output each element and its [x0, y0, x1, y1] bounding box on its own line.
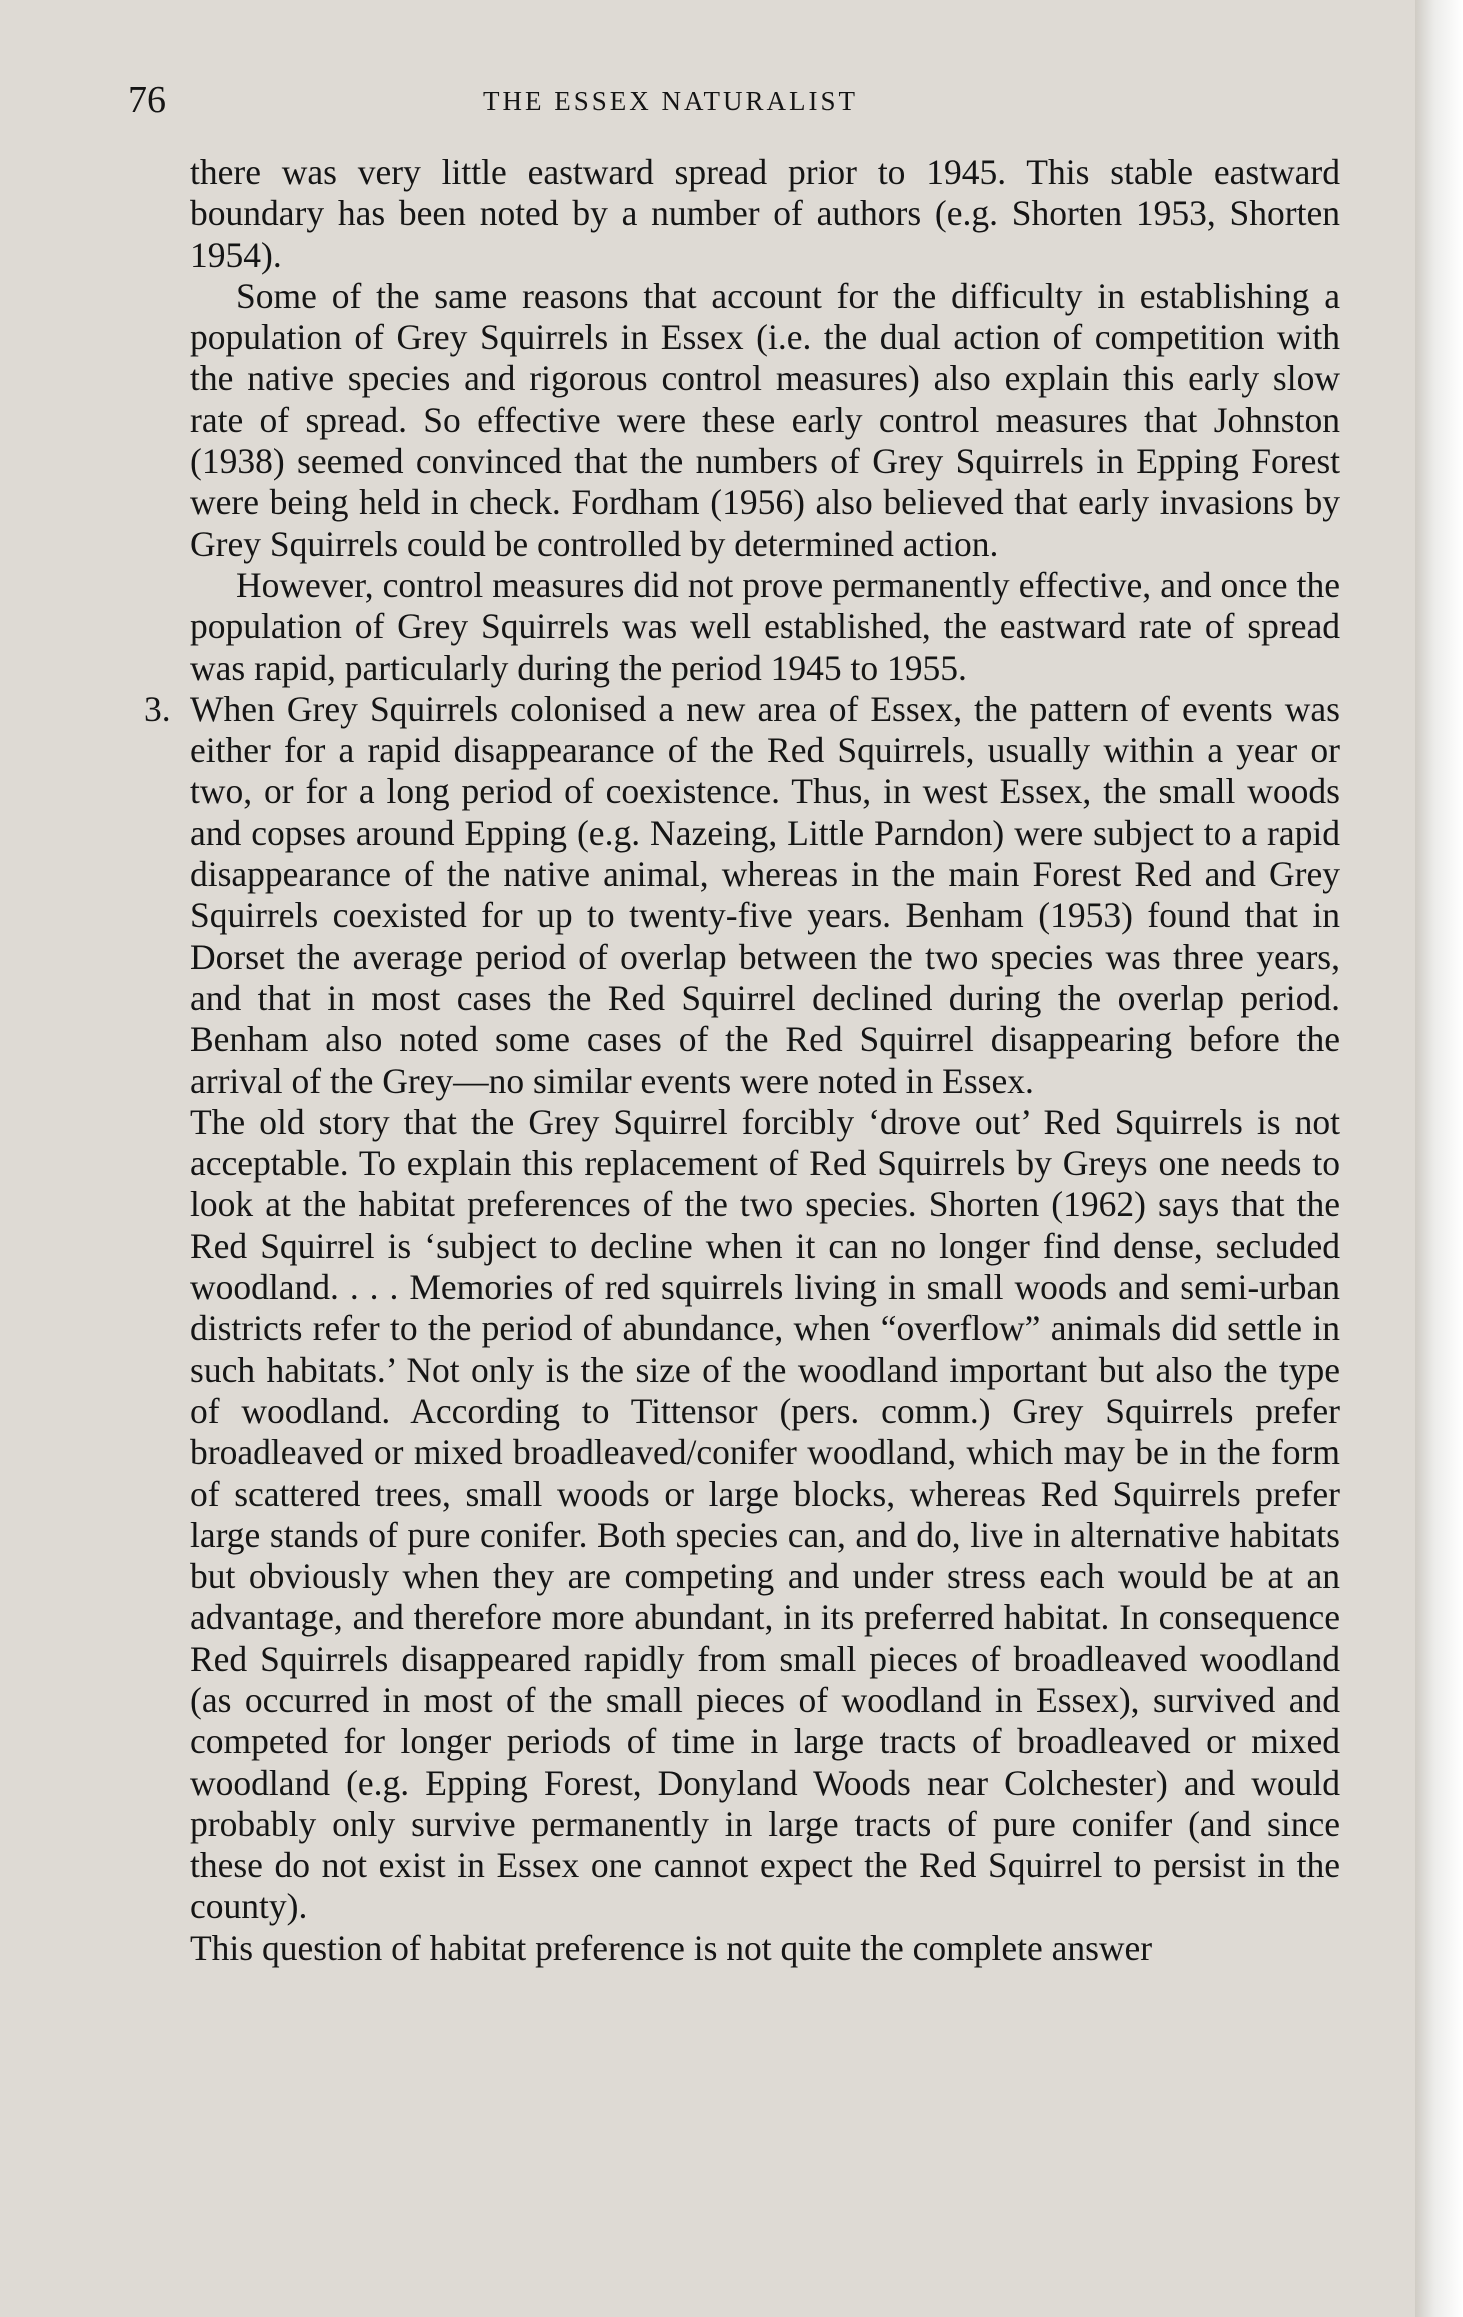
page-number: 76 — [128, 79, 166, 121]
paragraph: Some of the same reasons that account for the difficulty in establishing a population of Grey Squirrels in Essex (i.e. the dual action of competition with the native species and rigorous control measures) also explain this early slow rate of spread. So effective were these early control measures that Johnston (1938) seemed convinced that the numbers of Grey Squirrels in Epping Forest were being held in check. Fordham (1956) also believed that early invasions by Grey Squirrels could be controlled by determined action. — [190, 275, 1340, 564]
body-text — [144, 152, 1340, 1969]
item-number: 3. — [144, 688, 171, 729]
paragraph: This question of habitat preference is not quite the complete answer — [190, 1927, 1153, 1968]
numbered-item — [144, 688, 1340, 1102]
journal-title: THE ESSEX NATURALIST — [483, 86, 858, 116]
paragraph: The old story that the Grey Squirrel forcibly ‘drove out’ Red Squirrels is not acceptable. To explain this replacement of Red Squirrels by Greys one needs to look at the habitat preferences of the two species. Shorten (1962) says that the Red Squirrel is ‘subject to decline when it can no longer find dense, secluded woodland. . . . Memories of red squirrels living in small woods and semi-urban districts refer to the period of abundance, when “overflow” animals did settle in such habitats.’ Not only is the size of the woodland important but also the type of woodland. According to Tittensor (pers. comm.) Grey Squirrels prefer broadleaved or mixed broadleaved/conifer woodland, which may be in the form of scattered trees, small woods or large blocks, whereas Red Squirrels prefer large stands of pure conifer. Both species can, and do, live in alternative habitats but obviously when they are competing and under stress each would be at an advantage, and therefore more abundant, in its preferred habitat. In consequence Red Squirrels disappeared rapidly from small pieces of broadleaved woodland (as occurred in most of the small pieces of woodland in Essex), survived and competed for longer periods of time in large tracts of broadleaved or mixed woodland (e.g. Epping Forest, Donyland Woods near Colchester) and would probably only survive permanently in large tracts of pure conifer (and since these do not exist in Essex one cannot expect the Red Squirrel to persist in the county). — [190, 1101, 1340, 1927]
item-text: When Grey Squirrels colonised a new area of Essex, the pattern of events was either for a rapid disappearance of the Red Squirrels, usually within a year or two, or for a long period of coexistence. Thus, in west Essex, the small woods and copses around Epping (e.g. Nazeing, Little Parndon) were subject to a rapid disappearance of the native animal, whereas in the main Forest Red and Grey Squirrels coexisted for up to twenty-five years. Benham (1953) found that in Dorset the average period of overlap between the two species was three years, and that in most cases the Red Squirrel declined during the overlap period. Benham also noted some cases of the Red Squirrel disappearing before the arrival of the Grey—no similar events were noted in Essex. — [190, 688, 1340, 1101]
page-edge-shadow — [1415, 0, 1463, 2317]
paragraph: there was very little eastward spread prior to 1945. This stable eastward boundary has been noted by a number of authors (e.g. Shorten 1953, Shorten 1954). — [190, 152, 1340, 275]
running-head — [128, 80, 1328, 120]
paragraph: However, control measures did not prove permanently effective, and once the population of Grey Squirrels was well established, the eastward rate of spread was rapid, particularly during the period 1945 to 1955. — [190, 564, 1340, 688]
